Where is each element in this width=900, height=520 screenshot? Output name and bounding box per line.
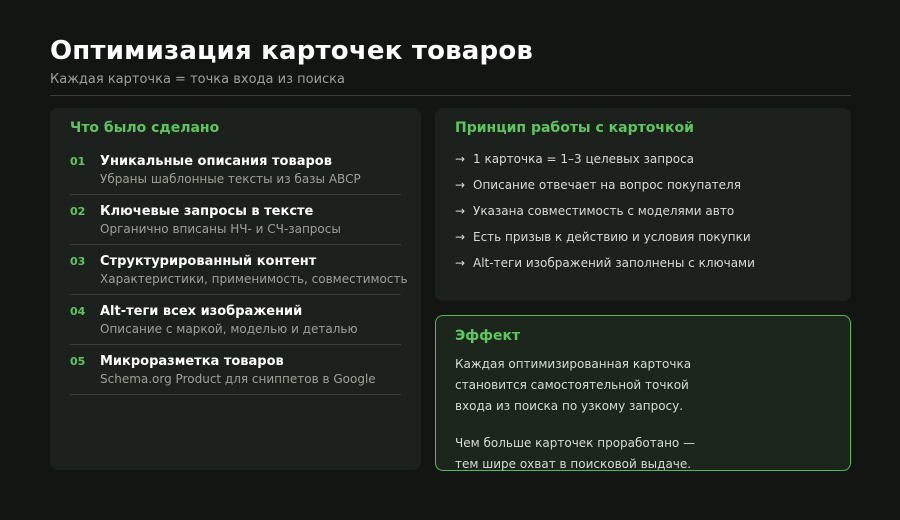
effect-heading: Эффект [455, 328, 521, 344]
principle-text: 1 карточка = 1–3 целевых запроса [473, 152, 695, 166]
arrow-icon: → [455, 204, 466, 218]
effect-line: Каждая оптимизированная карточка [455, 357, 692, 371]
item-number: 03 [70, 255, 86, 268]
item-title: Структурированный контент [100, 254, 317, 269]
item-description: Schema.org Product для сниппетов в Google [100, 372, 376, 386]
item-description: Убраны шаблонные тексты из базы ABCP [100, 172, 361, 186]
item-title: Alt-теги всех изображений [100, 304, 303, 319]
effect-line: входа из поиска по узкому запросу. [455, 399, 684, 413]
item-description: Органично вписаны НЧ- и СЧ-запросы [100, 222, 341, 236]
paragraph-gap [455, 417, 695, 433]
item-title: Ключевые запросы в тексте [100, 204, 314, 219]
done-item [70, 250, 408, 295]
item-number: 02 [70, 205, 86, 218]
arrow-icon: → [455, 230, 466, 244]
principle-item [455, 178, 741, 192]
done-item [70, 350, 401, 395]
arrow-icon: → [455, 152, 466, 166]
done-panel [50, 108, 421, 470]
arrow-icon: → [455, 256, 466, 270]
principle-item [455, 204, 734, 218]
effect-line: тем шире охват в поисковой выдаче. [455, 457, 692, 471]
principle-item [455, 230, 751, 244]
principle-text: Указана совместимость с моделями авто [473, 204, 735, 218]
item-title: Микроразметка товаров [100, 354, 284, 369]
item-number: 04 [70, 305, 86, 318]
principle-item [455, 256, 755, 270]
effect-panel [435, 315, 851, 471]
header-divider [50, 95, 851, 96]
item-description: Характеристики, применимость, совместимость [100, 272, 408, 286]
item-number: 01 [70, 155, 86, 168]
principles-heading: Принцип работы с карточкой [455, 120, 694, 136]
effect-text [455, 354, 695, 475]
principle-text: Есть призыв к действию и условия покупки [473, 230, 751, 244]
principle-text: Описание отвечает на вопрос покупателя [473, 178, 741, 192]
done-heading: Что было сделано [70, 120, 220, 136]
done-item [70, 150, 401, 195]
item-title: Уникальные описания товаров [100, 154, 332, 169]
done-item [70, 200, 401, 245]
page-title: Оптимизация карточек товаров [50, 36, 534, 66]
effect-line: становится самостоятельной точкой [455, 378, 689, 392]
principle-text: Alt-теги изображений заполнены с ключами [473, 256, 755, 270]
page-subtitle: Каждая карточка = точка входа из поиска [50, 72, 345, 87]
done-item [70, 300, 401, 345]
arrow-icon: → [455, 178, 466, 192]
effect-line: Чем больше карточек проработано — [455, 436, 696, 450]
item-number: 05 [70, 355, 86, 368]
item-description: Описание с маркой, моделью и деталью [100, 322, 358, 336]
principles-panel [435, 108, 851, 301]
principle-item [455, 152, 694, 166]
